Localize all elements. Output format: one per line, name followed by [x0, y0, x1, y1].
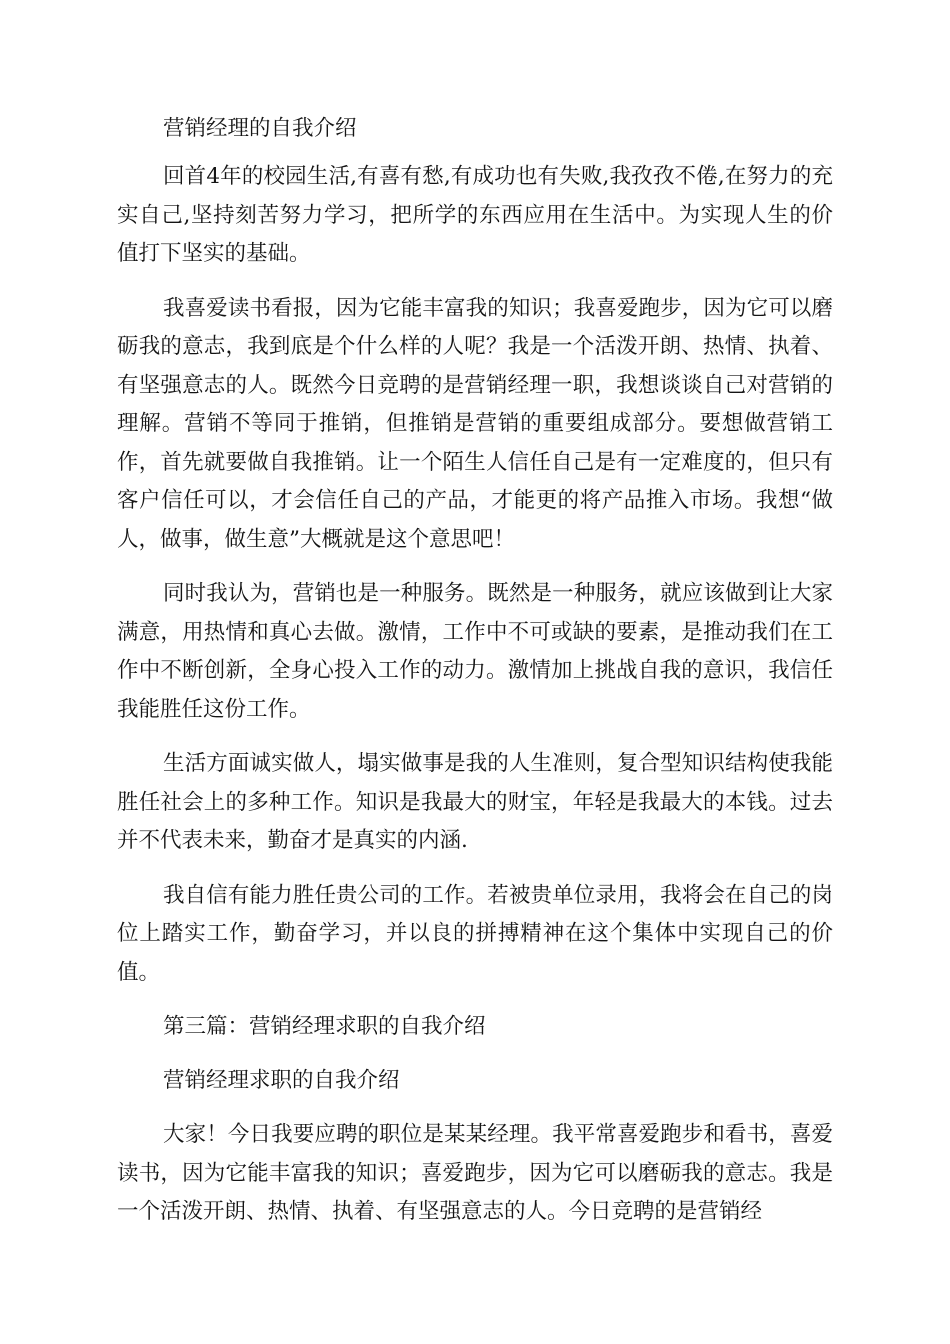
paragraph-5: 我自信有能力胜任贵公司的工作。若被贵单位录用，我将会在自己的岗位上踏实工作，勤奋学习，并以良的拼搏精神在这个集体中实现自己的价值。 [117, 882, 833, 985]
paragraph-2: 我喜爱读书看报，因为它能丰富我的知识；我喜爱跑步，因为它可以磨砺我的意志，我到底是个什么样的人呢？我是一个活泼开朗、热情、执着、有坚强意志的人。既然今日竞聘的是营销经理一职，我想谈谈自己对营销的理解。营销不等同于推销，但推销是营销的重要组成部分。要想做营销工作，首先就要做自我推销。让一个陌生人信任自己是有一定难度的，但只有客户信任可以，才会信任自己的产品，才能更的将产品推入市场。我想“做人，做事，做生意”大概就是这个意思吧！ [117, 295, 833, 552]
section-paragraph: 大家！今日我要应聘的职位是某某经理。我平常喜爱跑步和看书，喜爱读书，因为它能丰富我的知识；喜爱跑步，因为它可以磨砺我的意志。我是一个活泼开朗、热情、执着、有坚强意志的人。今日竞聘的是营销经 [117, 1122, 833, 1224]
section-heading: 第三篇：营销经理求职的自我介绍 [163, 1014, 486, 1039]
section-title: 营销经理求职的自我介绍 [163, 1068, 400, 1093]
paragraph-1: 回首4年的校园生活,有喜有愁,有成功也有失败,我孜孜不倦,在努力的充实自己,坚持刻苦努力学习，把所学的东西应用在生活中。为实现人生的价值打下坚实的基础。 [117, 164, 833, 266]
paragraph-4: 生活方面诚实做人，塌实做事是我的人生准则，复合型知识结构使我能胜任社会上的多种工作。知识是我最大的财宝，年轻是我最大的本钱。过去并不代表未来，勤奋才是真实的内涵. [117, 751, 833, 853]
paragraph-3: 同时我认为，营销也是一种服务。既然是一种服务，就应该做到让大家满意，用热情和真心去做。激情，工作中不可或缺的要素，是推动我们在工作中不断创新，全身心投入工作的动力。激情加上挑战自我的意识，我信任我能胜任这份工作。 [117, 581, 833, 722]
document-body [117, 110, 833, 1232]
document-title: 营销经理的自我介绍 [163, 116, 357, 141]
